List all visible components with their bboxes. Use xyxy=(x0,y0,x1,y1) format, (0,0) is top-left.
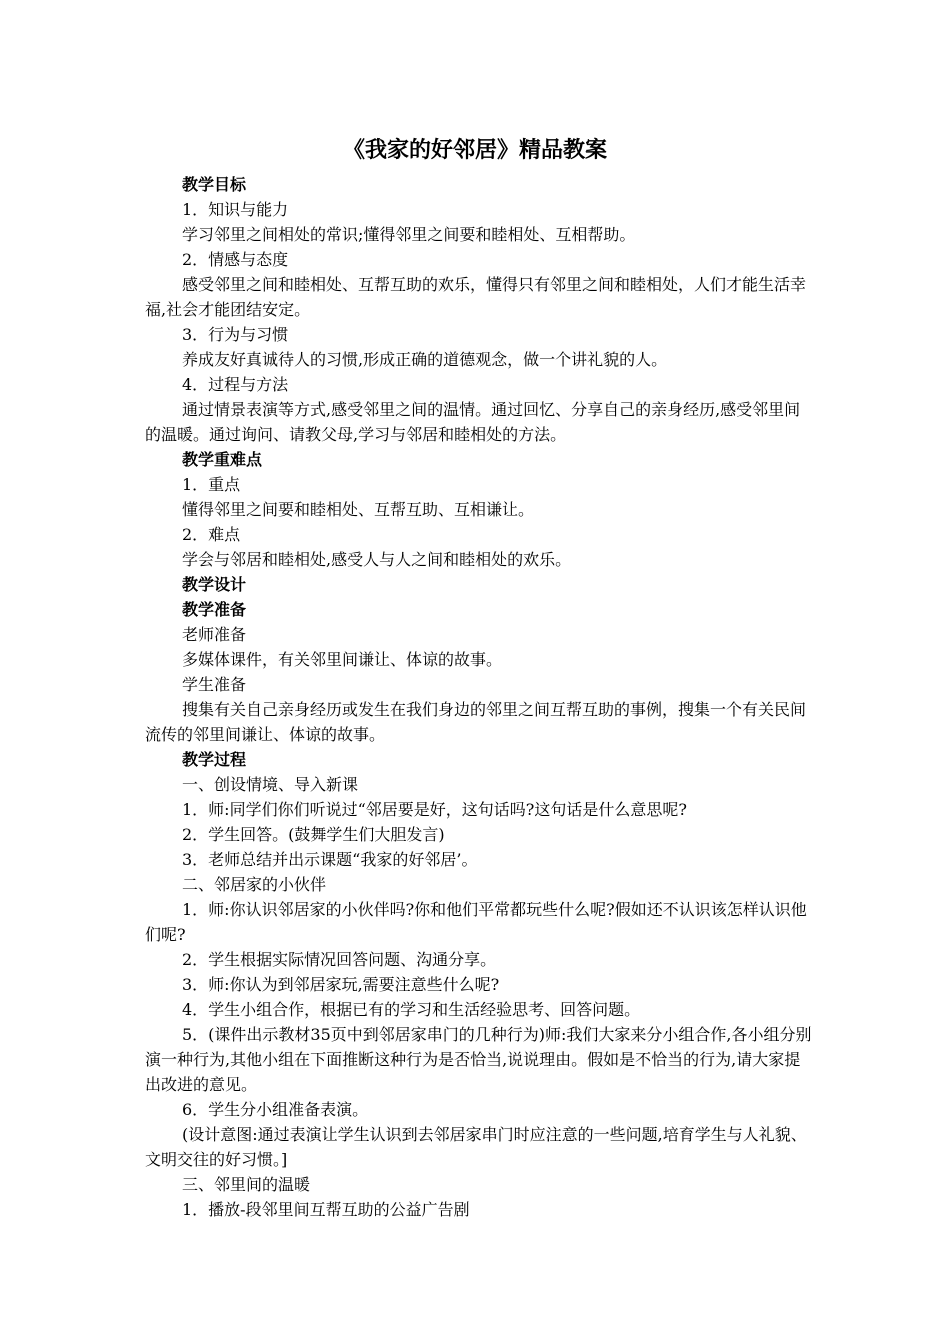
paragraph: 1．播放-段邻里间互帮互助的公益广告剧 xyxy=(182,1200,470,1219)
document-title: 《我家的好邻居》精品教案 xyxy=(342,138,607,163)
paragraph: 6．学生分小组准备表演。 xyxy=(182,1100,369,1119)
paragraph: 1．师:同学们你们听说过“邻居要是好，这句话吗?这句话是什么意思呢? xyxy=(182,800,687,819)
section-heading: 教学设计 xyxy=(182,575,247,594)
section-heading: 教学目标 xyxy=(182,175,247,194)
paragraph: 3．师:你认为到邻居家玩,需要注意些什么呢? xyxy=(182,975,500,994)
paragraph: 1．知识与能力 xyxy=(182,200,289,219)
section-heading: 教学准备 xyxy=(182,600,247,619)
paragraph: 学习邻里之间相处的常识;懂得邻里之间要和睦相处、互相帮助。 xyxy=(182,225,636,244)
paragraph: 多媒体课件，有关邻里间谦让、体谅的故事。 xyxy=(182,650,503,669)
section-heading: 教学重难点 xyxy=(182,450,263,469)
paragraph: 1．重点 xyxy=(182,475,241,494)
paragraph: 一、创设情境、导入新课 xyxy=(182,775,359,794)
paragraph: 4．学生小组合作，根据已有的学习和生活经验思考、回答问题。 xyxy=(182,1000,641,1019)
paragraph: 3．行为与习惯 xyxy=(182,325,289,344)
paragraph: 学会与邻居和睦相处,感受人与人之间和睦相处的欢乐。 xyxy=(182,550,572,569)
paragraph: 2．难点 xyxy=(182,525,241,544)
paragraph: 三、邻里间的温暖 xyxy=(182,1175,311,1194)
paragraph: 4．过程与方法 xyxy=(182,375,289,394)
document-body xyxy=(145,172,813,1222)
paragraph: 3．老师总结并出示课题“我家的好邻居’。 xyxy=(182,850,478,869)
paragraph: 通过情景表演等方式,感受邻里之间的温情。通过回忆、分享自己的亲身经历,感受邻里间的温暖。通过询问、请教父母,学习与邻居和睦相处的方法。 xyxy=(145,400,801,444)
paragraph: 5．(课件出示教材35页中到邻居家串门的几种行为)师:我们大家来分小组合作,各小组分别演一种行为,其他小组在下面推断这种行为是否恰当,说说理由。假如是不恰当的行为,请大家提出改进的意见。 xyxy=(145,1025,812,1094)
paragraph: 养成友好真诚待人的习惯,形成正确的道德观念，做一个讲礼貌的人。 xyxy=(182,350,668,369)
paragraph: 学生准备 xyxy=(182,675,247,694)
paragraph: 2．学生根据实际情况回答问题、沟通分享。 xyxy=(182,950,497,969)
paragraph: 2．情感与态度 xyxy=(182,250,289,269)
paragraph: 1．师:你认识邻居家的小伙伴吗?你和他们平常都玩些什么呢?假如还不认识该怎样认识他们呢? xyxy=(145,900,807,944)
paragraph: (设计意图:通过表演让学生认识到去邻居家串门时应注意的一些问题,培育学生与人礼貌、文明交往的好习惯。] xyxy=(145,1125,807,1169)
paragraph: 二、邻居家的小伙伴 xyxy=(182,875,327,894)
paragraph: 2．学生回答。(鼓舞学生们大胆发言) xyxy=(182,825,445,844)
section-heading: 教学过程 xyxy=(182,750,247,769)
paragraph: 老师准备 xyxy=(182,625,247,644)
paragraph: 懂得邻里之间要和睦相处、互帮互助、互相谦让。 xyxy=(182,500,535,519)
paragraph: 搜集有关自己亲身经历或发生在我们身边的邻里之间互帮互助的事例，搜集一个有关民间流传的邻里间谦让、体谅的故事。 xyxy=(145,700,807,744)
paragraph: 感受邻里之间和睦相处、互帮互助的欢乐，懂得只有邻里之间和睦相处，人们才能生活幸福,社会才能团结安定。 xyxy=(145,275,807,319)
